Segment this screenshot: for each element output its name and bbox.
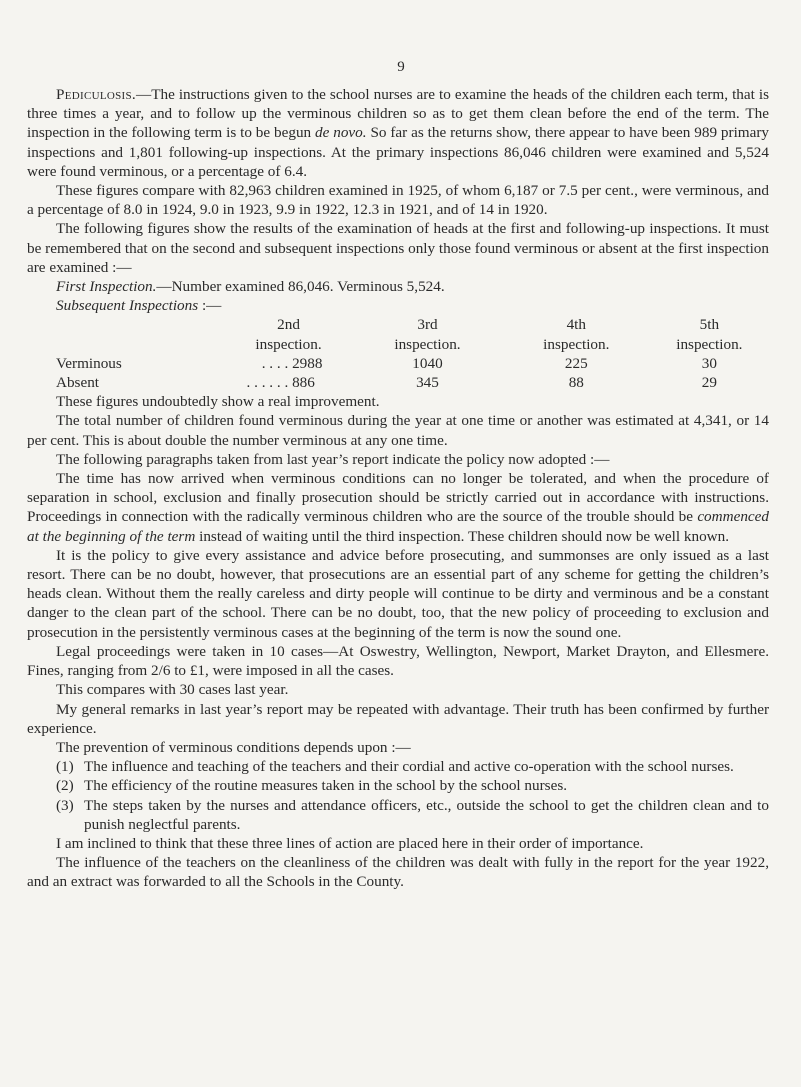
subsequent-inspections-line: Subsequent Inspections :—: [56, 297, 222, 315]
table-header: inspection.: [676, 335, 743, 353]
table-cell: 30: [701, 354, 717, 372]
paragraph-improvement: These figures undoubtedly show a real improvement.: [56, 393, 380, 411]
body-text: [27, 85, 769, 892]
paragraph-last-year: This compares with 30 cases last year.: [56, 681, 289, 699]
table-cell: 345: [416, 374, 439, 392]
paragraph-prosecution-policy: It is the policy to give every assistance and advice before prosecuting, and summonses are only issued as a last resort. There can be no doubt, however, that prosecutions are an essential part of any scheme for getting the children’s heads clean. Without them the really careless and dirty people will continue to be dirty and verminous and be a constant danger to the clean part of the school. There can be no doubt, too, that the new policy of proceeding to exclusion and prosecution in the persistently verminous cases at the beginning of the term is now the sound one.: [27, 546, 769, 641]
table-header: inspection.: [394, 335, 461, 353]
table-cell: 29: [701, 374, 717, 392]
paragraph-total: The total number of children found verminous during the year at one time or another was estimated at 4,341, or 14 per cent. This is about double the number verminous at any one time.: [27, 412, 769, 449]
section-heading: Pediculosis.: [56, 86, 137, 103]
paragraph-legal-proceedings: Legal proceedings were taken in 10 cases—At Oswestry, Wellington, Newport, Market Drayton, and Ellesmere. Fines, ranging from 2/6 to £1, were imposed in all the cases.: [27, 642, 769, 680]
table-header: 3rd: [417, 316, 438, 334]
table-cell: 225: [564, 354, 588, 372]
table-row: [56, 354, 769, 373]
page-number: 9: [397, 59, 405, 75]
paragraph-order-importance: I am inclined to think that these three lines of action are placed here in their order of importance.: [56, 834, 644, 852]
paragraph-comparison: These figures compare with 82,963 children examined in 1925, of whom 6,187 or 7.5 per cent., were verminous, and a percentage of 8.0 in 1924, 9.0 in 1923, 9.9 in 1922, 12.3 in 1921, and of 14 in 1920.: [27, 182, 769, 219]
paragraph-results-intro: The following figures show the results of the examination of heads at the first and following-up inspections. It must be remembered that on the second and subsequent inspections only those found verminous or absent at the first inspection are examined :—: [27, 220, 769, 276]
table-row-label: Verminous: [56, 354, 122, 372]
table-cell: . . . . . . 886: [246, 374, 315, 392]
paragraph-general-remarks: My general remarks in last year’s report may be repeated with advantage. Their truth has been confirmed by further experience.: [27, 700, 769, 737]
table-header: 4th: [566, 316, 586, 334]
list-item: (3) The steps taken by the nurses and attendance officers, etc., outside the school to get the children clean and to punish neglectful parents.: [56, 796, 769, 833]
list-item: (1) The influence and teaching of the teachers and their cordial and active co-operation with the school nurses.: [56, 758, 734, 776]
table-cell: 88: [568, 374, 584, 392]
paragraph-procedure: The time has now arrived when verminous conditions can no longer be tolerated, and when the procedure of separation in school, exclusion and finally prosecution should be strictly carried out in accordance with instructions. Proceedings in connection with the radically verminous children who are the source of the trouble should be commenced at the beginning of the term instead of waiting until the third inspection. These children should now be well known.: [27, 470, 769, 545]
table-header: 5th: [699, 316, 720, 334]
table-header: inspection.: [255, 335, 322, 353]
table-cell: 1040: [412, 354, 443, 372]
table-row-label: Absent: [56, 374, 100, 392]
table-header-row: [56, 335, 769, 354]
paragraph-teachers-influence: The influence of the teachers on the cleanliness of the children was dealt with fully in the report for the year 1922, and an extract was forwarded to all the Schools in the County.: [27, 854, 769, 891]
paragraph-policy-intro: The following paragraphs taken from last year’s report indicate the policy now adopted :—: [56, 450, 610, 468]
first-inspection-line: First Inspection.—Number examined 86,046. Verminous 5,524.: [56, 278, 445, 296]
table-cell: . . . . 2988: [261, 354, 323, 372]
list-item: (2) The efficiency of the routine measures taken in the school by the school nurses.: [56, 777, 568, 795]
paragraph-pediculosis: Pediculosis.—The instructions given to the school nurses are to examine the heads of the children each term, that is three times a year, and to follow up the verminous children so as to get them clean before the end of the term. The inspection in the following term is to be begun de novo. So far as the returns show, there appear to have been 989 primary inspections and 1,801 following-up inspections. At the primary inspections 86,046 children were examined and 5,524 were found verminous, or a percentage of 6.4.: [27, 86, 770, 180]
table-header-row: [56, 315, 769, 334]
table-header: inspection.: [543, 335, 610, 353]
paragraph-prevention-intro: The prevention of verminous conditions depends upon :—: [56, 738, 411, 756]
inspection-table: [56, 315, 769, 392]
prevention-list: [27, 757, 769, 834]
table-header: 2nd: [277, 316, 300, 334]
table-row: [56, 373, 769, 392]
